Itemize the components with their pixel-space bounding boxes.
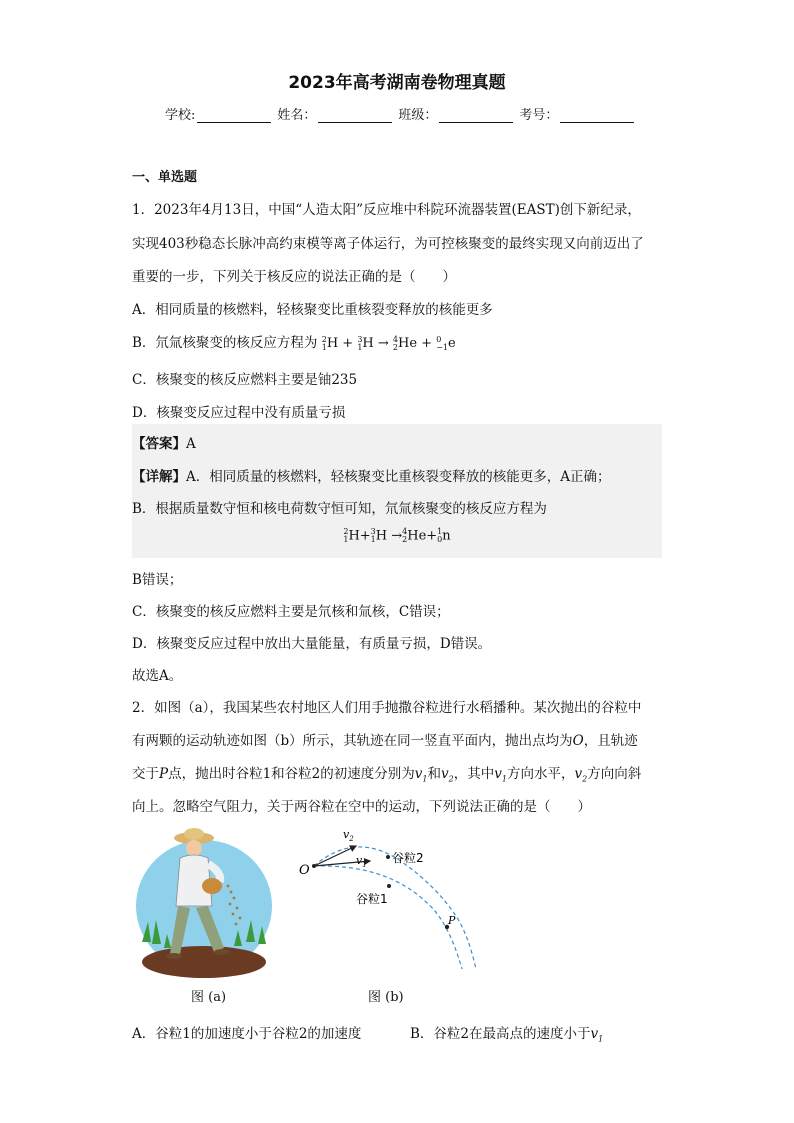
student-info-line	[165, 104, 638, 123]
point-p-label: P	[159, 766, 169, 782]
q1-detail-equation: 2 1 H+ 3 1 H → 4 2 He+ 1 0 n	[343, 527, 451, 544]
figure-a-caption: 图 (a)	[191, 990, 227, 1005]
q1-stem-line3: 重要的一步，下列关于核反应的说法正确的是（ ）	[132, 269, 456, 285]
v1-symbol-2: $v_1$	[494, 766, 507, 784]
q2-line3-d: ，其中	[453, 766, 495, 782]
label-p: P	[448, 914, 456, 927]
label-grain2: 谷粒2	[392, 851, 424, 865]
section-title: 一、单选题	[132, 170, 198, 185]
page-title: 2023年高考湖南卷物理真题	[288, 73, 506, 93]
v2-symbol: $v_2$	[441, 766, 454, 784]
point-o-label: O	[572, 733, 584, 749]
label-v1: $v_1$	[356, 854, 367, 869]
q2-line3-a: 交于	[132, 766, 159, 782]
answer-value: A	[186, 436, 196, 452]
q1-detail-c: C．核聚变的核反应燃料主要是氘核和氚核，C错误；	[132, 604, 450, 620]
q2-line2-end: ，且轨迹	[583, 733, 638, 749]
q2-option-b-text: B．谷粒2在最高点的速度小于	[410, 1026, 591, 1042]
v2-symbol-2: $v_2$	[574, 766, 588, 784]
q1-answer	[132, 432, 196, 452]
q1-option-d: D．核聚变反应过程中没有质量亏损	[132, 405, 346, 421]
head	[186, 840, 202, 856]
grain1-dot	[387, 884, 391, 888]
soil	[142, 946, 266, 978]
q2-line3-f: 方向向斜	[587, 766, 642, 782]
q1-option-c: C．核聚变的核反应燃料主要是铀235	[132, 372, 358, 388]
seed-basket	[202, 878, 222, 894]
q1-stem-line2: 实现403秒稳态长脉冲高约束模等离子体运行，为可控核聚变的最终实现又向前迈出了	[132, 236, 644, 252]
name-label: 姓名：	[277, 108, 317, 123]
exam-number-field[interactable]	[560, 108, 634, 123]
exam-number-label: 考号：	[519, 108, 559, 123]
q1-conclusion: 故选A。	[132, 668, 183, 684]
q2-stem-line2	[132, 729, 638, 749]
detail-a-text: A．相同质量的核燃料，轻核聚变比重核裂变释放的核能更多，A正确；	[186, 469, 611, 485]
grain2-trajectory	[314, 847, 476, 969]
grain2-dot	[386, 855, 390, 859]
q2-option-a: A．谷粒1的加速度小于谷粒2的加速度	[132, 1026, 362, 1042]
school-field[interactable]	[197, 108, 271, 123]
label-grain1: 谷粒1	[356, 892, 388, 906]
figure-b-caption: 图 (b)	[368, 990, 404, 1005]
hat-top	[184, 828, 204, 840]
right-shoe	[214, 949, 230, 955]
answer-label: 【答案】	[132, 436, 186, 452]
q2-option-b	[410, 1022, 603, 1044]
q1-detail-a	[132, 465, 611, 485]
detail-label: 【详解】	[132, 469, 186, 485]
label-o: O	[299, 863, 310, 878]
v1-symbol: $v_1$	[414, 766, 428, 784]
q1-stem-line1: 1．2023年4月13日，中国“人造太阳”反应堆中科院环流器装置(EAST)创下新纪录，	[132, 202, 641, 218]
q2-stem-line3	[132, 762, 641, 784]
q1-option-a: A．相同质量的核燃料，轻核聚变比重核裂变释放的核能更多	[132, 302, 493, 318]
class-label: 班级：	[398, 108, 438, 123]
q1-option-b	[132, 331, 456, 352]
q2-stem-line4: 向上。忽略空气阻力，关于两谷粒在空中的运动，下列说法正确的是（ ）	[132, 799, 591, 815]
q2-line2-text: 有两颗的运动轨迹如图（b）所示，其轨迹在同一竖直平面内，抛出点均为	[132, 733, 573, 749]
school-label: 学校:	[165, 108, 196, 123]
q1-detail-d: D．核聚变反应过程中放出大量能量，有质量亏损，D错误。	[132, 636, 492, 652]
figure-a-farmer-illustration	[134, 824, 274, 980]
figure-b-trajectory-diagram	[296, 824, 486, 974]
left-shoe	[166, 953, 182, 959]
grain1-trajectory	[314, 866, 462, 969]
name-field[interactable]	[318, 108, 392, 123]
q2-line3-c: 和	[427, 766, 442, 782]
label-v2: $v_2$	[343, 828, 354, 843]
q1-option-b-text: B．氘氚核聚变的核反应方程为	[132, 335, 318, 351]
q2-line3-b: 点，抛出时谷粒1和谷粒2的初速度分别为	[168, 766, 415, 782]
q2-line3-e: 方向水平，	[506, 766, 575, 782]
q1-b-wrong: B错误；	[132, 572, 183, 588]
v1-symbol-3: $v_1$	[590, 1026, 604, 1044]
q1-detail-b: B．根据质量数守恒和核电荷数守恒可知，氘氚核聚变的核反应方程为	[132, 501, 547, 517]
q1-option-b-equation: 2 1 H + 3 1 H → 4 2 He + 0 −1 e	[321, 334, 456, 352]
point-o-dot	[312, 864, 316, 868]
class-field[interactable]	[439, 108, 513, 123]
q2-stem-line1: 2．如图（a），我国某些农村地区人们用手抛撒谷粒进行水稻播种。某次抛出的谷粒中	[132, 700, 642, 716]
